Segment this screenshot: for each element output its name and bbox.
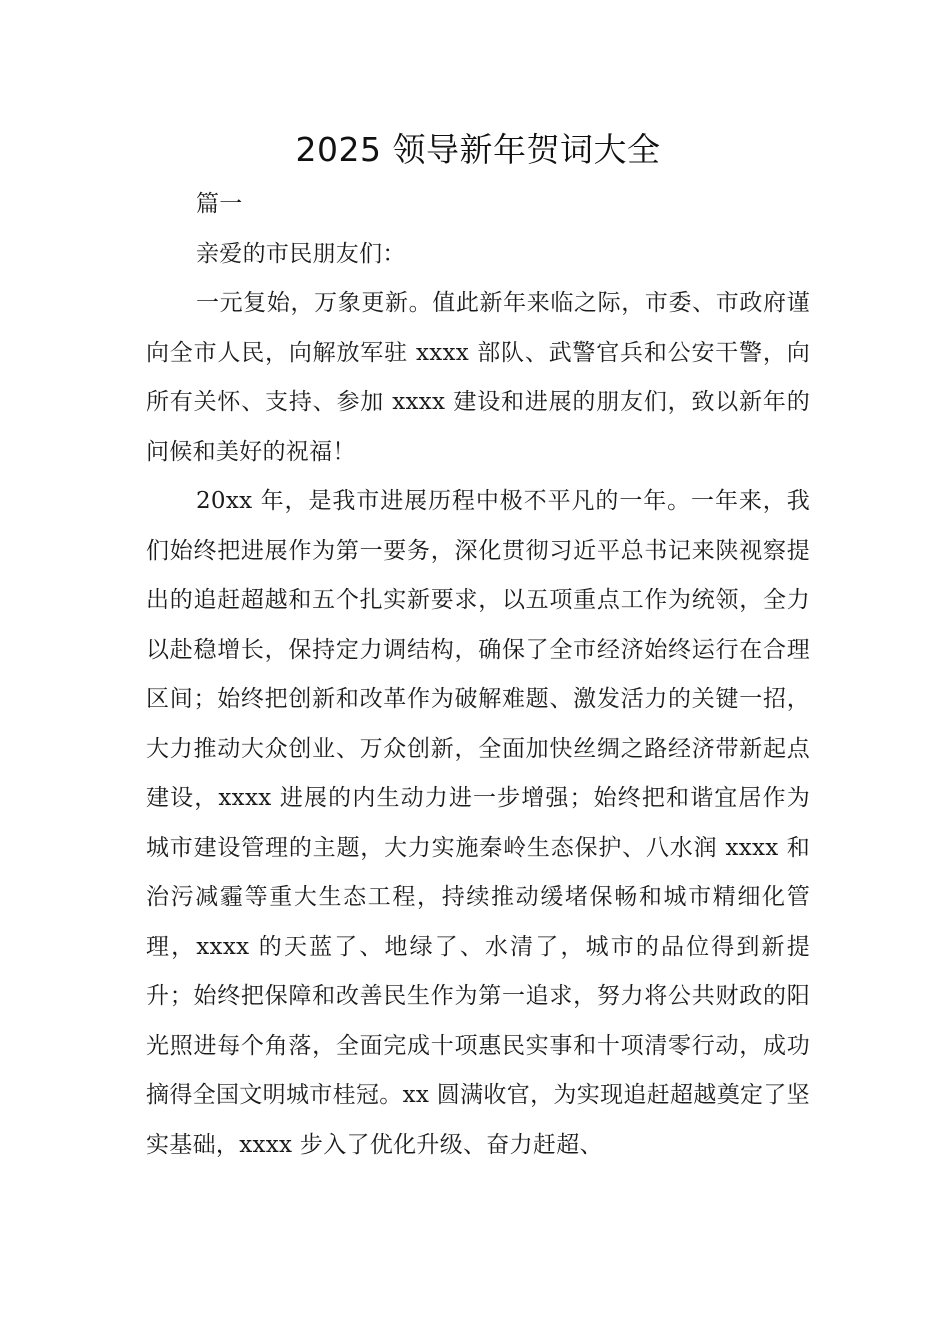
document-title: 2025 领导新年贺词大全 xyxy=(295,130,661,169)
salutation: 亲爱的市民朋友们： xyxy=(196,240,406,267)
paragraph-2: 20xx 年，是我市进展历程中极不平凡的一年。一年来，我们始终把进展作为第一要务，深化贯彻习近平总书记来陕视察提出的追赶超越和五个扎实新要求，以五项重点工作为统领，全力以赴稳增长，保持定力调结构，确保了全市经济始终运行在合理区间；始终把创新和改革作为破解难题、激发活力的关键一招，大力推动大众创业、万众创新，全面加快丝绸之路经济带新起点建设，xxxx 进展的内生动力进一步增强；始终把和谐宜居作为城市建设管理的主题，大力实施秦岭生态保护、八水润 xxxx 和治污减霾等重大生态工程，持续推动缓堵保畅和城市精细化管理，xxxx 的天蓝了、地绿了、水清了，城市的品位得到新提升；始终把保障和改善民生作为第一追求，努力将公共财政的阳光照进每个角落，全面完成十项惠民实事和十项清零行动，成功摘得全国文明城市桂冠。xx 圆满收官，为实现追赶超越奠定了坚实基础，xxxx 步入了优化升级、奋力赶超、 xyxy=(146,488,810,1158)
document-page xyxy=(146,128,810,1170)
section-label: 篇一 xyxy=(196,191,243,217)
paragraph-1: 一元复始，万象更新。值此新年来临之际，市委、市政府谨向全市人民，向解放军驻 xxxx 部队、武警官兵和公安干警，向所有关怀、支持、参加 xxxx 建设和进展的朋友们，致以新年的问候和美好的祝福！ xyxy=(146,290,810,465)
